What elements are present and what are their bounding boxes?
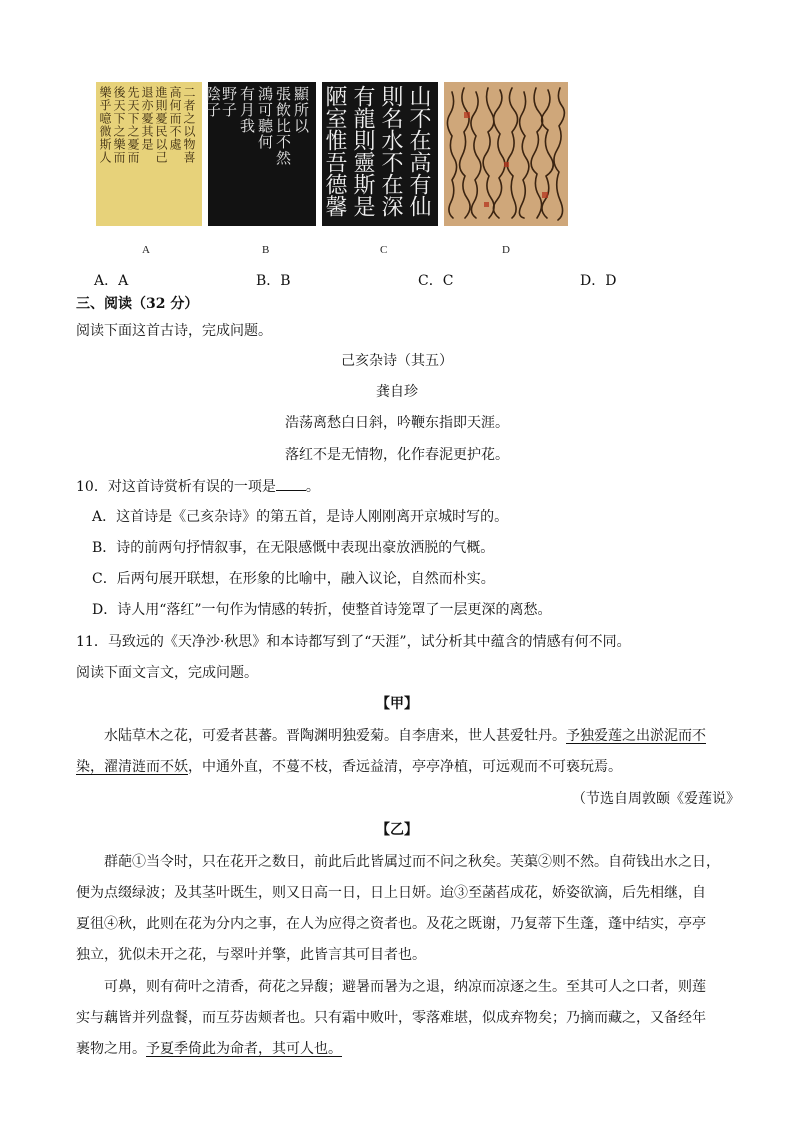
poem-author: 龚自珍 bbox=[376, 384, 418, 400]
poem-title: 己亥杂诗（其五） bbox=[341, 353, 453, 369]
underlined-sentence: 染，濯清涟而不妖 bbox=[76, 759, 188, 775]
calligraphy-column: 陋室惟吾德馨 bbox=[322, 85, 347, 217]
choice-d: D．诗人用“落红”一句作为情感的转折，使整首诗笼罩了一层更深的离愁。 bbox=[92, 602, 552, 618]
calligraphy-column: 陰子 bbox=[204, 86, 222, 118]
image-caption-d: D bbox=[502, 244, 510, 256]
choice-a: A．这首诗是《己亥杂诗》的第五首，是诗人刚刚离开京城时写的。 bbox=[92, 509, 509, 525]
passage-jia-line bbox=[104, 726, 706, 746]
underlined-sentence: 予独爱莲之出淤泥而不 bbox=[566, 728, 706, 744]
passage-text: 水陆草木之花，可爱者甚蕃。晋陶渊明独爱菊。自李唐来，世人甚爱牡丹。 bbox=[104, 728, 566, 744]
calligraphy-column: 樂乎噫微斯人 bbox=[98, 86, 112, 164]
calligraphy-column: 先天下之憂而 bbox=[126, 86, 140, 164]
option-b: B．B bbox=[256, 273, 291, 289]
calligraphy-column: 二者之以物喜 bbox=[182, 86, 196, 164]
reading-instruction: 阅读下面这首古诗，完成问题。 bbox=[76, 323, 272, 339]
answer-blank[interactable] bbox=[276, 478, 306, 491]
calligraphy-column: 後天下之樂而 bbox=[112, 86, 126, 164]
calligraphy-column: 山不在高有仙 bbox=[406, 85, 431, 217]
calligraphy-column: 張飲比不然 bbox=[274, 86, 292, 166]
choice-b: B．诗的前两句抒情叙事，在无限感慨中表现出豪放洒脱的气概。 bbox=[92, 540, 495, 556]
question-10 bbox=[76, 477, 320, 497]
image-caption-b: B bbox=[262, 244, 270, 256]
section-heading: 三、阅读（32 分） bbox=[76, 296, 199, 312]
calligraphy-image-a bbox=[96, 82, 202, 226]
calligraphy-column: 鴻可聽何 bbox=[256, 86, 274, 150]
calligraphy-column: 有月我 bbox=[238, 86, 256, 134]
image-caption-c: C bbox=[380, 244, 388, 256]
reading-instruction: 阅读下面文言文，完成问题。 bbox=[76, 665, 258, 681]
passage-yi-line: 可鼻，则有荷叶之清香，荷花之异馥；避暑而暑为之退，纳凉而凉逐之生。至其可人之口者，则莲 bbox=[104, 979, 706, 995]
question-stem-end: 。 bbox=[305, 479, 320, 495]
passage-yi-line: 便为点缀绿波；及其茎叶既生，则又日高一日，日上日妍。迨③至菡萏成花，娇姿欲滴，后先相继，自 bbox=[76, 885, 706, 901]
cursive-script-texture bbox=[444, 82, 568, 226]
calligraphy-column: 進則憂民以己 bbox=[154, 86, 168, 164]
passage-jia-line bbox=[76, 757, 622, 777]
question-stem: 10．对这首诗赏析有误的一项是 bbox=[76, 479, 276, 495]
passage-label-yi: 【乙】 bbox=[376, 822, 418, 838]
poem-line: 落红不是无情物，化作春泥更护花。 bbox=[285, 447, 509, 463]
poem-line: 浩荡离愁白日斜，吟鞭东指即天涯。 bbox=[285, 415, 509, 431]
question-11: 11．马致远的《天净沙·秋思》和本诗都写到了“天涯”，试分析其中蕴含的情感有何不同。 bbox=[76, 634, 631, 650]
calligraphy-image-c bbox=[322, 82, 438, 226]
passage-label-jia: 【甲】 bbox=[376, 696, 418, 712]
passage-source: （节选自周敦颐《爱莲说》 bbox=[572, 791, 740, 807]
passage-text: ，中通外直，不蔓不枝，香远益清，亭亭净植，可远观而不可亵玩焉。 bbox=[188, 759, 622, 775]
underlined-sentence: 予夏季倚此为命者，其可人也。 bbox=[146, 1041, 342, 1057]
calligraphy-column: 野子 bbox=[220, 86, 238, 118]
option-d: D．D bbox=[580, 273, 617, 289]
option-c: C．C bbox=[418, 273, 454, 289]
calligraphy-column: 退亦憂其是 bbox=[140, 86, 154, 151]
calligraphy-image-d bbox=[444, 82, 568, 226]
option-a: A．A bbox=[94, 273, 129, 289]
image-caption-a: A bbox=[142, 244, 150, 256]
passage-yi-line: 实与藕皆并列盘餐，而互芬齿颊者也。只有霜中败叶，零落难堪，似成弃物矣；乃摘而藏之，又备经年 bbox=[76, 1010, 706, 1026]
passage-yi-line: 夏徂④秋，此则在花为分内之事，在人为应得之资者也。及花之既谢，乃复蒂下生蓬，蓬中结实，亭亭 bbox=[76, 916, 706, 932]
passage-yi-line: 群葩①当令时，只在花开之数日，前此后此皆属过而不问之秋矣。芙蕖②则不然。自荷钱出水之日， bbox=[104, 854, 720, 870]
passage-yi-line: 独立，犹似未开之花，与翠叶并擎，此皆言其可目者也。 bbox=[76, 947, 426, 963]
calligraphy-column: 高何而不處 bbox=[168, 86, 182, 151]
passage-text: 裹物之用。 bbox=[76, 1041, 146, 1057]
calligraphy-column: 顯所以 bbox=[292, 86, 310, 134]
calligraphy-column: 則名水不在深 bbox=[378, 85, 403, 217]
calligraphy-image-b bbox=[204, 82, 316, 226]
choice-c: C．后两句展开联想，在形象的比喻中，融入议论，自然而朴实。 bbox=[92, 571, 495, 587]
passage-yi-line bbox=[76, 1039, 342, 1059]
calligraphy-column: 有龍則靈斯是 bbox=[350, 85, 375, 217]
